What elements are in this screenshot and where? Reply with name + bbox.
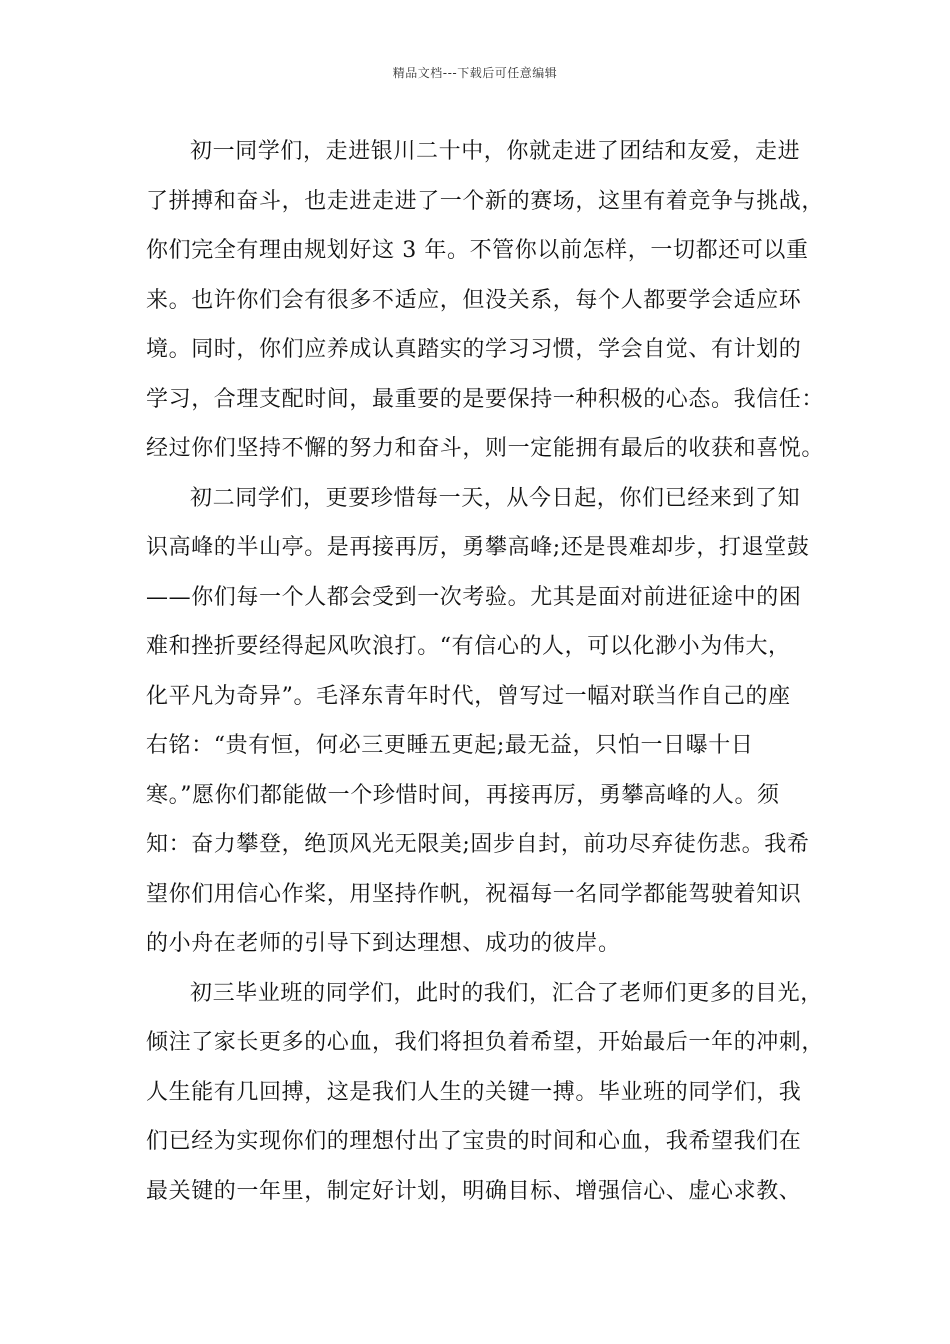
text-line: 初三毕业班的同学们，此时的我们，汇合了老师们更多的目光， bbox=[190, 980, 823, 1006]
text-line: 最关键的一年里，制定好计划，明确目标、增强信心、虚心求教、 bbox=[146, 1178, 802, 1204]
text-line: 化平凡为奇异”。毛泽东青年时代，曾写过一幅对联当作自己的座 bbox=[146, 683, 791, 709]
paragraph-1 bbox=[146, 130, 825, 477]
text-line: 了拼搏和奋斗，也走进走进了一个新的赛场，这里有着竞争与挑战， bbox=[146, 188, 825, 214]
text-line: 倾注了家长更多的心血，我们将担负着希望，开始最后一年的冲刺， bbox=[146, 1030, 825, 1055]
document-body bbox=[146, 130, 825, 1219]
text-line: 学习，合理支配时间，最重要的是要保持一种积极的心态。我信任： bbox=[146, 386, 825, 412]
text-line: 的小舟在老师的引导下到达理想、成功的彼岸。 bbox=[146, 931, 621, 956]
text-line: 境。同时，你们应养成认真踏实的学习习惯，学会自觉、有计划的 bbox=[146, 337, 802, 362]
text-line: 难和挫折要经得起风吹浪打。“有信心的人，可以化渺小为伟大， bbox=[146, 634, 791, 659]
paragraph-3 bbox=[146, 972, 825, 1220]
page-header: 精品文档---下载后可任意编辑 bbox=[392, 66, 558, 80]
text-line: 经过你们坚持不懈的努力和奋斗，则一定能拥有最后的收获和喜悦。 bbox=[146, 436, 825, 461]
text-line: 寒。”愿你们都能做一个珍惜时间，再接再厉，勇攀高峰的人。须 bbox=[146, 782, 780, 808]
text-line: 识高峰的半山亭。是再接再厉，勇攀高峰;还是畏难却步，打退堂鼓 bbox=[146, 535, 810, 560]
paragraph-2 bbox=[146, 477, 820, 972]
text-line: 望你们用信心作桨，用坚持作帆，祝福每一名同学都能驾驶着知识 bbox=[146, 881, 802, 907]
text-line: 们已经为实现你们的理想付出了宝贵的时间和心血，我希望我们在 bbox=[146, 1129, 802, 1154]
text-line: 初二同学们，更要珍惜每一天，从今日起，你们已经来到了知 bbox=[190, 485, 801, 511]
text-line: 知：奋力攀登，绝顶风光无限美;固步自封，前功尽弃徒伤悲。我希 bbox=[146, 832, 810, 857]
text-line: 来。也许你们会有很多不适应，但没关系，每个人都要学会适应环 bbox=[146, 287, 802, 313]
text-line: 你们完全有理由规划好这 3 年。不管你以前怎样，一切都还可以重 bbox=[146, 238, 809, 263]
text-line: ——你们每一个人都会受到一次考验。尤其是面对前进征途中的困 bbox=[146, 584, 802, 610]
text-line: 初一同学们，走进银川二十中，你就走进了团结和友爱，走进 bbox=[190, 139, 801, 164]
text-line: 右铭：“贵有恒，何必三更睡五更起;最无益，只怕一日曝十日 bbox=[146, 733, 754, 758]
text-line: 人生能有几回搏，这是我们人生的关键一搏。毕业班的同学们，我 bbox=[146, 1079, 802, 1105]
